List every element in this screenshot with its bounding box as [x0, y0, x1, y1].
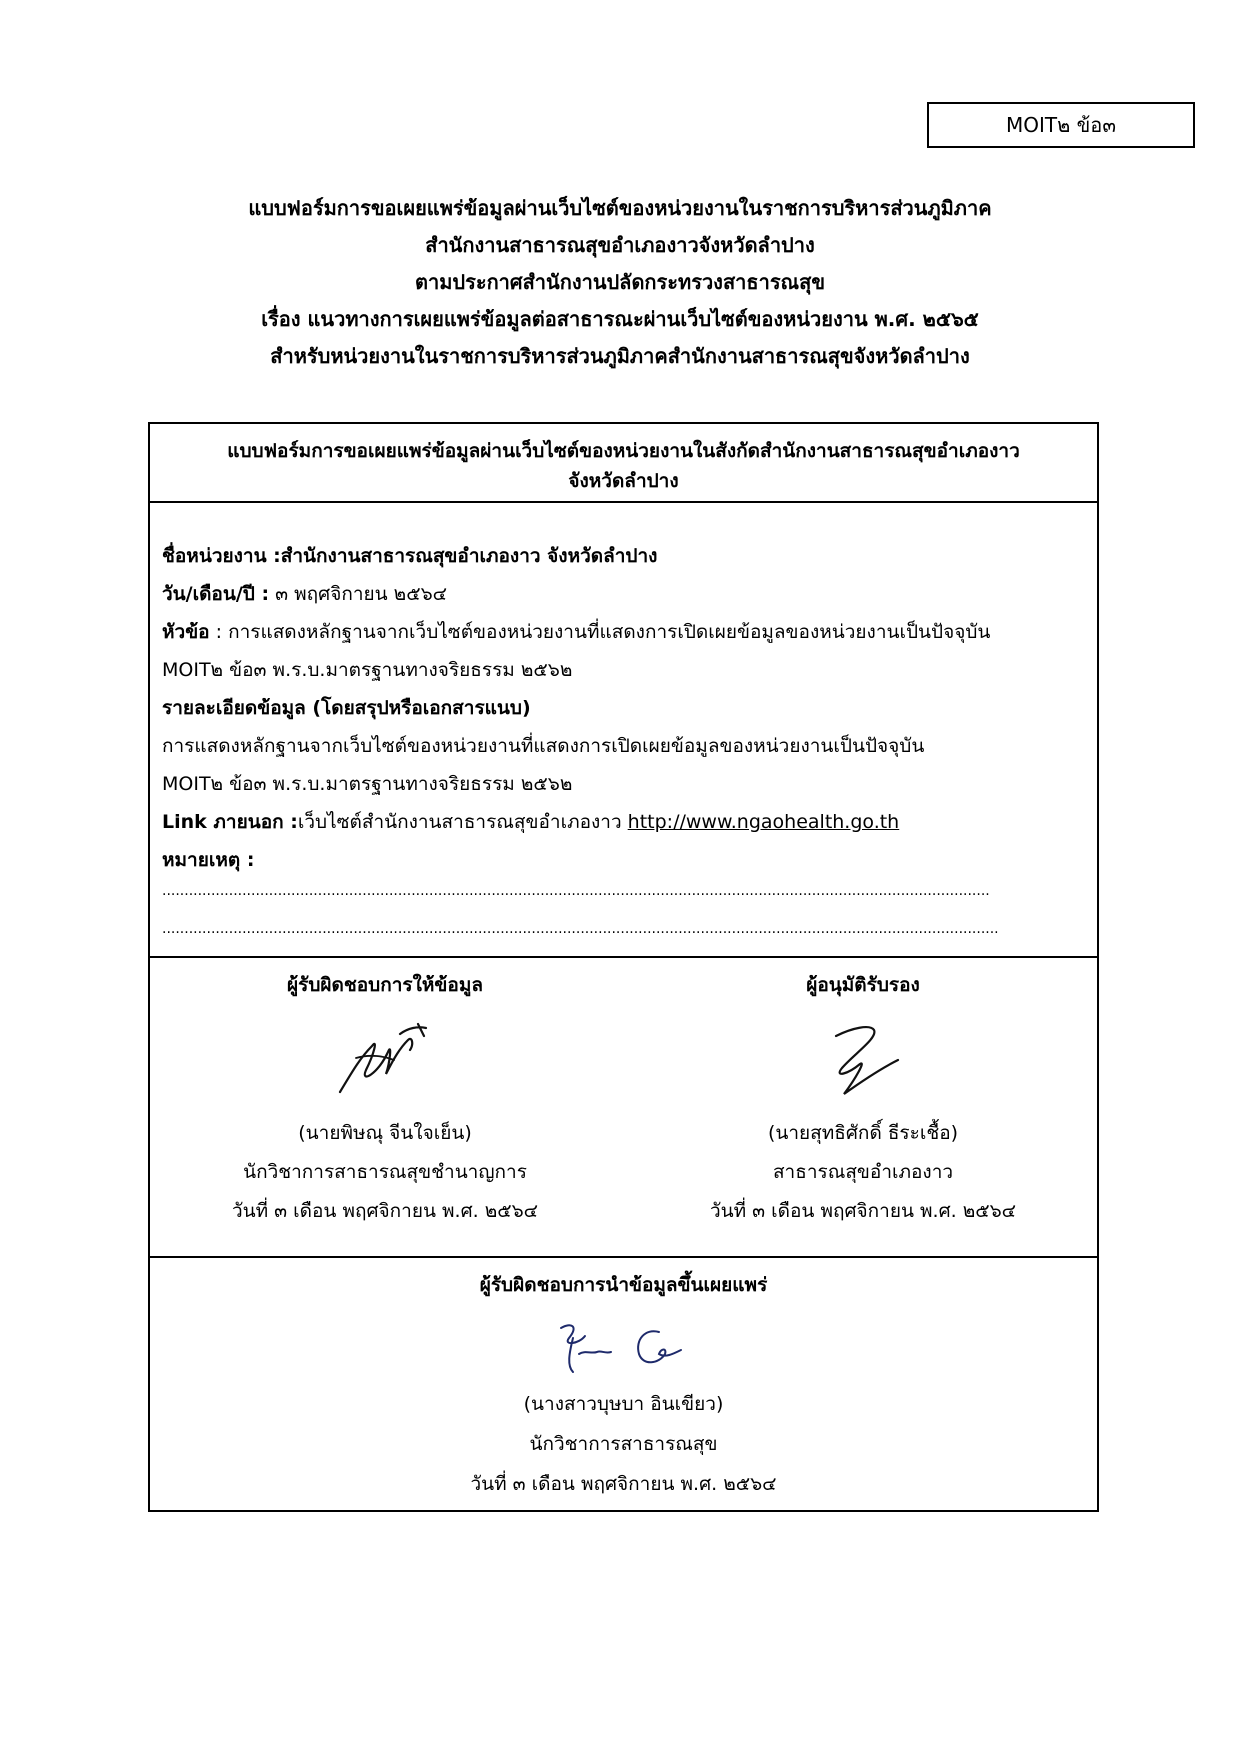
link-description: เว็บไซต์สำนักงานสาธารณสุขอำเภองาว [297, 811, 628, 833]
agency-label: ชื่อหน่วยงาน : [162, 545, 281, 567]
remark-dotted-line-2: ............................................................................................................................................................................................ [162, 921, 999, 937]
approver-position: สาธารณสุขอำเภองาว [772, 1161, 954, 1183]
link-label: Link ภายนอก : [162, 811, 298, 833]
informant-signature-block [150, 958, 620, 1231]
remark-dotted-line-1: .......................................................................................................................................................................................... [162, 883, 990, 899]
details-label: รายละเอียดข้อมูล (โดยสรุปหรือเอกสารแนบ) [162, 697, 531, 719]
header-line-2: สำนักงานสาธารณสุขอำเภองาวจังหวัดลำปาง [425, 233, 815, 257]
informant-name: (นายพิษณุ จีนใจเย็น) [298, 1122, 472, 1144]
reference-code-box [927, 102, 1195, 148]
website-link[interactable]: http://www.ngaohealth.go.th [627, 811, 900, 833]
details-text-1: การแสดงหลักฐานจากเว็บไซต์ของหน่วยงานที่แสดงการเปิดเผยข้อมูลของหน่วยงานเป็นปัจจุบัน [162, 735, 925, 757]
header-line-1: แบบฟอร์มการขอเผยแพร่ข้อมูลผ่านเว็บไซต์ของหน่วยงานในราชการบริหารส่วนภูมิภาค [248, 196, 992, 220]
publisher-signature [539, 1314, 709, 1380]
approver-signature [808, 1014, 918, 1104]
header-line-4: เรื่อง แนวทางการเผยแพร่ข้อมูลต่อสาธารณะผ่านเว็บไซต์ของหน่วยงาน พ.ศ. ๒๕๖๕ [261, 307, 979, 331]
informant-signature [330, 1014, 440, 1104]
agency-value: สำนักงานสาธารณสุขอำเภองาว จังหวัดลำปาง [280, 545, 658, 567]
form-details-section [150, 503, 1097, 958]
informant-position: นักวิชาการสาธารณสุขชำนาญการ [243, 1161, 527, 1183]
topic-value-2: MOIT๒ ข้อ๓ พ.ร.บ.มาตรฐานทางจริยธรรม ๒๕๖๒ [162, 659, 573, 681]
header-line-3: ตามประกาศสำนักงานปลัดกระทรวงสาธารณสุข [414, 270, 825, 294]
publisher-position: นักวิชาการสาธารณสุข [529, 1433, 718, 1455]
header-line-5: สำหรับหน่วยงานในราชการบริหารส่วนภูมิภาคสำนักงานสาธารณสุขจังหวัดลำปาง [270, 344, 970, 368]
publisher-name: (นางสาวบุษบา อินเขียว) [523, 1393, 724, 1415]
publisher-section [150, 1258, 1097, 1510]
request-form [148, 422, 1099, 1512]
approver-role: ผู้อนุมัติรับรอง [806, 974, 920, 996]
signature-section [150, 958, 1097, 1258]
informant-date: วันที่ ๓ เดือน พฤศจิกายน พ.ศ. ๒๕๖๔ [231, 1200, 539, 1222]
details-text-2: MOIT๒ ข้อ๓ พ.ร.บ.มาตรฐานทางจริยธรรม ๒๕๖๒ [162, 773, 573, 795]
document-header [100, 190, 1140, 375]
form-title-section [150, 424, 1097, 503]
approver-date: วันที่ ๓ เดือน พฤศจิกายน พ.ศ. ๒๕๖๔ [709, 1200, 1017, 1222]
approver-signature-block [628, 958, 1098, 1231]
date-label: วัน/เดือน/ปี : [162, 583, 270, 605]
link-row [162, 807, 1085, 837]
form-title-line-2: จังหวัดลำปาง [568, 470, 679, 492]
form-title-line-1: แบบฟอร์มการขอเผยแพร่ข้อมูลผ่านเว็บไซต์ของหน่วยงานในสังกัดสำนักงานสาธารณสุขอำเภองาว [227, 440, 1020, 462]
topic-label: หัวข้อ [162, 621, 210, 643]
topic-value: : การแสดงหลักฐานจากเว็บไซต์ของหน่วยงานที่แสดงการเปิดเผยข้อมูลของหน่วยงานเป็นปัจจุบัน [209, 621, 991, 643]
agency-row [162, 541, 1085, 571]
date-row [162, 579, 1085, 609]
publisher-role: ผู้รับผิดชอบการนำข้อมูลขึ้นเผยแพร่ [479, 1274, 768, 1296]
topic-row [162, 617, 1085, 647]
publisher-date: วันที่ ๓ เดือน พฤศจิกายน พ.ศ. ๒๕๖๔ [470, 1473, 777, 1495]
details-label-row [162, 693, 1085, 723]
topic-row-2 [162, 655, 1085, 685]
reference-code: MOIT๒ ข้อ๓ [1005, 113, 1116, 137]
details-line-1 [162, 731, 1085, 761]
remark-row [162, 845, 1085, 875]
date-value: ๓ พฤศจิกายน ๒๕๖๔ [269, 583, 448, 605]
remark-label: หมายเหตุ : [162, 849, 255, 871]
informant-role: ผู้รับผิดชอบการให้ข้อมูล [287, 974, 483, 996]
approver-name: (นายสุทธิศักดิ์ ธีระเชื้อ) [767, 1122, 959, 1144]
details-line-2 [162, 769, 1085, 799]
